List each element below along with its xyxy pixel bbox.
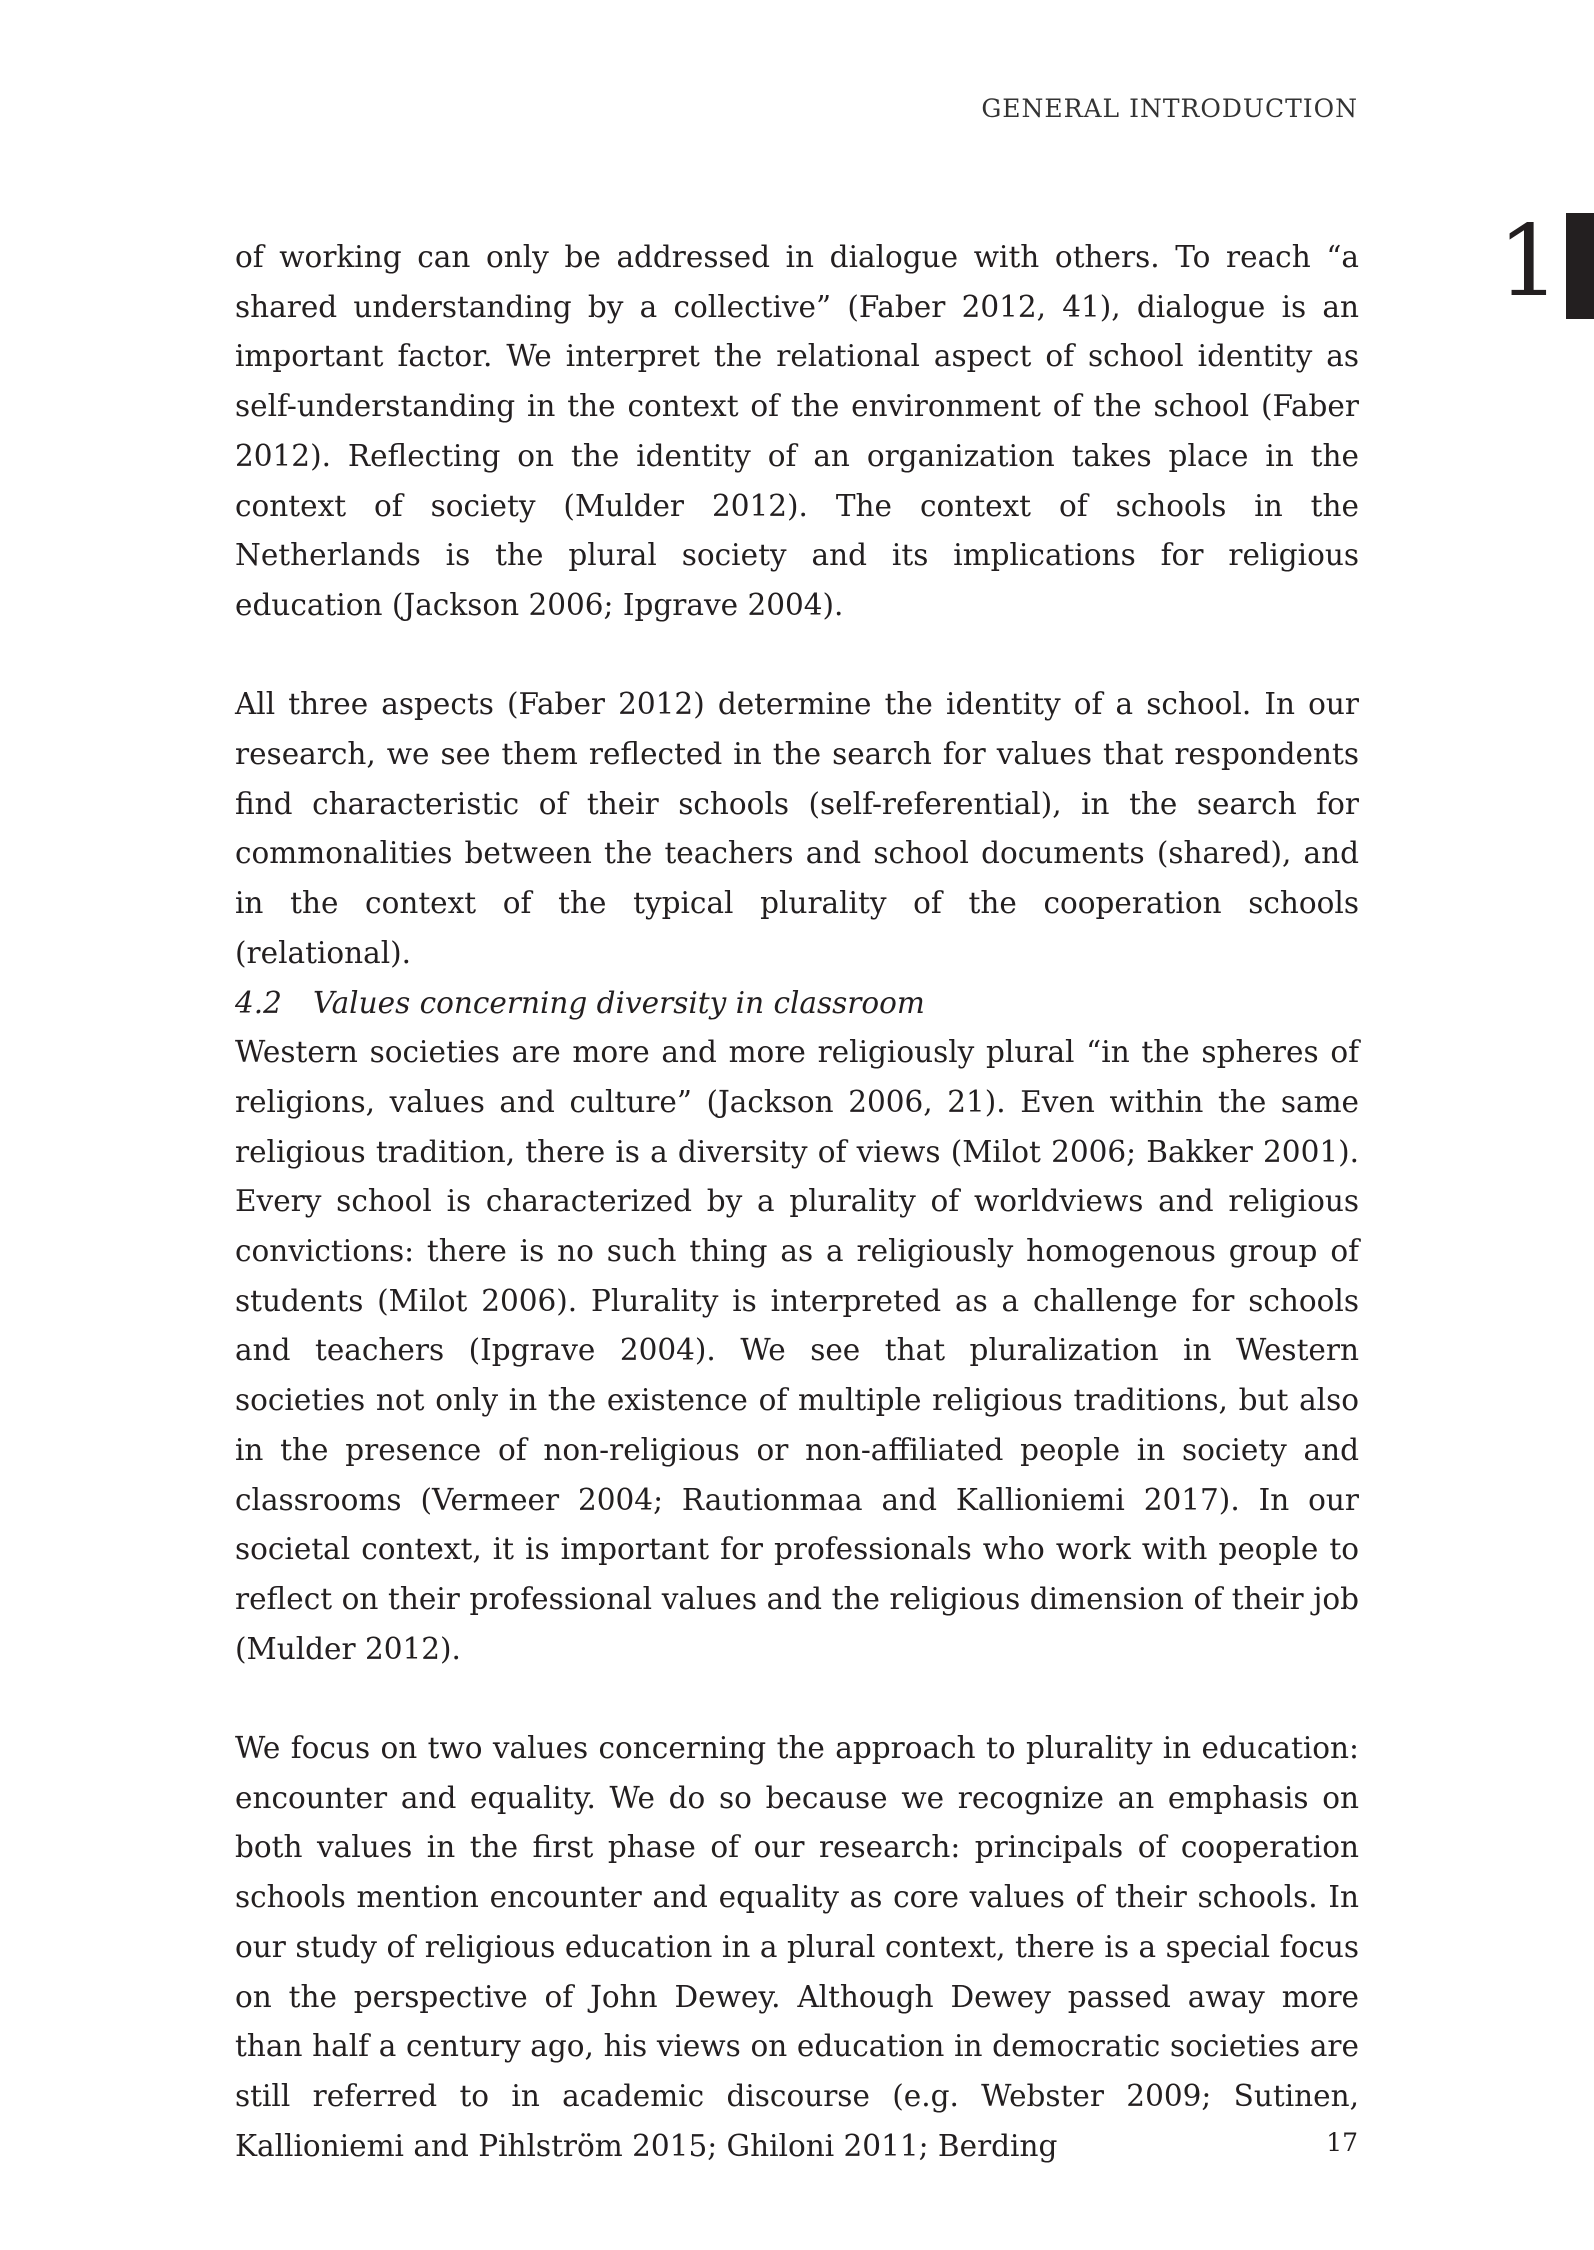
section-heading bbox=[235, 979, 1359, 1029]
page-number: 17 bbox=[1326, 2128, 1358, 2157]
main-text bbox=[235, 233, 1359, 2171]
section-number: 4.2 bbox=[235, 985, 282, 1020]
chapter-thumb-bar bbox=[1566, 213, 1594, 319]
paragraph-4: We focus on two values concerning the approach to plurality in education: encounter and equality. We do so because we recognize an emphasis on both values in the first phase of our research: principals of cooperation schools mention encounter and equality as core values of their schools. In our study of religious education in a plural context, there is a special focus on the perspective of John Dewey. Although Dewey passed away more than half a century ago, his views on education in democratic societies are still referred to in academic discourse (e.g. Webster 2009; Sutinen, Kallioniemi and Pihlström 2015; Ghiloni 2011; Berding bbox=[235, 1731, 1359, 2163]
paragraph-2: All three aspects (Faber 2012) determine the identity of a school. In our research, we see them reflected in the search for values that respondents find characteristic of their schools (self-referential), in the search for commonalities between the teachers and school documents (shared), and in the context of the typical plurality of the cooperation schools (relational). bbox=[235, 687, 1359, 970]
paragraph-3: Western societies are more and more religiously plural “in the spheres of religions, values and culture” (Jackson 2006, 21). Even within the same religious tradition, there is a diversity of views (Milot 2006; Bakker 2001). Every school is characterized by a plurality of worldviews and religious convictions: there is no such thing as a religiously homogenous group of students (Milot 2006). Plurality is interpreted as a challenge for schools and teachers (Ipgrave 2004). We see that pluralization in Western societies not only in the existence of multiple religious traditions, but also in the presence of non-religious or non-affiliated people in society and classrooms (Vermeer 2004; Rautionmaa and Kallioniemi 2017). In our societal context, it is important for professionals who work with people to reflect on their professional values and the religious dimension of their job (Mulder 2012). bbox=[235, 1035, 1359, 1666]
paragraph-1: of working can only be addressed in dialogue with others. To reach “a shared understanding by a collective” (Faber 2012, 41), dialogue is an important factor. We interpret the relational aspect of school identity as self-understanding in the context of the environment of the school (Faber 2012). Reflecting on the identity of an organization takes place in the context of society (Mulder 2012). The context of schools in the Netherlands is the plural society and its implications for religious education (Jackson 2006; Ipgrave 2004). bbox=[235, 240, 1359, 622]
chapter-number: 1 bbox=[1497, 205, 1560, 319]
running-header: GENERAL INTRODUCTION bbox=[981, 94, 1358, 123]
chapter-tab bbox=[1448, 205, 1594, 319]
section-title: Values concerning diversity in classroom bbox=[313, 985, 925, 1020]
